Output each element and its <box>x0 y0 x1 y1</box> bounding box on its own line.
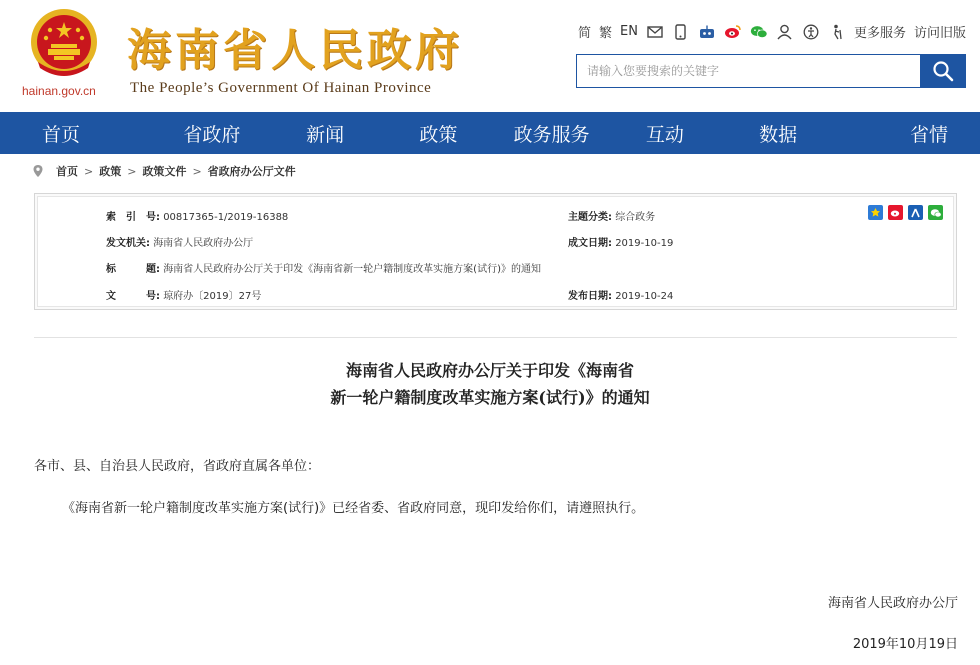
national-emblem-icon[interactable] <box>26 6 102 82</box>
published-date-row <box>568 287 673 302</box>
created-date-row <box>568 234 673 249</box>
user-icon[interactable] <box>776 23 794 41</box>
share-buttons <box>868 205 943 220</box>
category-row <box>568 208 655 223</box>
lang-simplified-link[interactable]: 简 <box>577 26 591 41</box>
qzone-share-icon[interactable] <box>868 205 883 220</box>
document-title-line2: 新一轮户籍制度改革实施方案(试行)》的通知 <box>330 388 650 407</box>
nav-item-policy[interactable]: 政策 <box>419 123 458 146</box>
elderly-icon[interactable] <box>828 23 846 41</box>
document-info-box <box>34 193 957 310</box>
issuer-label: 发文机关: <box>106 238 150 249</box>
index-number-label: 索 引 号: <box>106 212 160 223</box>
renren-share-icon[interactable] <box>908 205 923 220</box>
breadcrumb-separator: > <box>192 164 202 178</box>
lang-traditional-link[interactable]: 繁 <box>599 26 613 41</box>
weibo-icon[interactable] <box>724 23 742 41</box>
doc-number-value: 琼府办〔2019〕27号 <box>163 291 262 302</box>
nav-item-news[interactable]: 新闻 <box>306 123 345 146</box>
search-icon <box>932 60 954 82</box>
site-title[interactable]: 海南省人民政府 <box>127 25 463 76</box>
doc-number-label: 文 号: <box>106 291 160 302</box>
main-nav <box>0 112 980 154</box>
title-value: 海南省人民政府办公厅关于印发《海南省新一轮户籍制度改革实施方案(试行)》的通知 <box>163 264 541 275</box>
accessibility-icon[interactable] <box>802 23 820 41</box>
document-addressee: 各市、县、自治县人民政府，省政府直属各单位： <box>34 459 321 474</box>
title-label: 标 题: <box>106 264 160 275</box>
published-date-label: 发布日期: <box>568 291 612 302</box>
breadcrumb-separator: > <box>84 164 94 178</box>
wechat-icon[interactable] <box>750 23 768 41</box>
more-services-link[interactable]: 更多服务 <box>853 26 906 41</box>
document-signature-date: 2019年10月19日 <box>852 637 958 652</box>
document-info-inner <box>37 196 954 307</box>
weibo-share-icon[interactable] <box>888 205 903 220</box>
document-paragraph: 《海南省新一轮户籍制度改革实施方案(试行)》已经省委、省政府同意，现印发给你们，请遵照执行。 <box>62 501 645 516</box>
nav-item-province-info[interactable]: 省情 <box>909 123 948 146</box>
old-version-link[interactable]: 访问旧版 <box>913 26 966 41</box>
breadcrumb-separator: > <box>127 164 137 178</box>
breadcrumb-policy-link[interactable]: 政策 <box>99 165 122 178</box>
nav-item-government[interactable]: 省政府 <box>183 123 241 146</box>
site-header <box>0 0 980 112</box>
document-title-line1: 海南省人民政府办公厅关于印发《海南省 <box>345 361 634 380</box>
created-date-value: 2019-10-19 <box>615 238 674 249</box>
title-row <box>106 260 541 275</box>
wechat-share-icon[interactable] <box>928 205 943 220</box>
issuer-value: 海南省人民政府办公厅 <box>153 238 254 249</box>
issuer-row <box>106 234 253 249</box>
site-title-english: The People’s Government Of Hainan Province <box>130 80 432 96</box>
created-date-label: 成文日期: <box>568 238 612 249</box>
top-links <box>578 22 966 41</box>
search-button[interactable] <box>920 55 965 87</box>
breadcrumb-office-docs-link[interactable]: 省政府办公厅文件 <box>207 165 296 178</box>
site-domain: hainan.gov.cn <box>22 84 96 98</box>
breadcrumb-home-link[interactable]: 首页 <box>56 165 78 178</box>
search-input[interactable] <box>577 55 920 87</box>
breadcrumb <box>32 163 296 179</box>
content-divider <box>34 337 957 338</box>
mail-icon[interactable] <box>646 23 664 41</box>
robot-icon[interactable] <box>698 23 716 41</box>
category-label: 主题分类: <box>568 212 612 223</box>
nav-item-home[interactable]: 首页 <box>42 123 81 146</box>
lang-english-link[interactable]: EN <box>620 24 638 39</box>
document-signature-org: 海南省人民政府办公厅 <box>827 596 958 611</box>
nav-item-data[interactable]: 数据 <box>759 123 798 146</box>
nav-item-services[interactable]: 政务服务 <box>513 123 590 146</box>
published-date-value: 2019-10-24 <box>615 291 674 302</box>
nav-item-interaction[interactable]: 互动 <box>645 123 684 146</box>
mobile-icon[interactable] <box>672 23 690 41</box>
location-pin-icon <box>32 164 44 178</box>
index-number-row <box>106 208 288 223</box>
doc-number-row <box>106 287 261 302</box>
search-box <box>576 54 966 88</box>
category-value: 综合政务 <box>615 212 656 223</box>
index-number-value: 00817365-1/2019-16388 <box>163 212 289 223</box>
breadcrumb-policy-docs-link[interactable]: 政策文件 <box>142 165 187 178</box>
